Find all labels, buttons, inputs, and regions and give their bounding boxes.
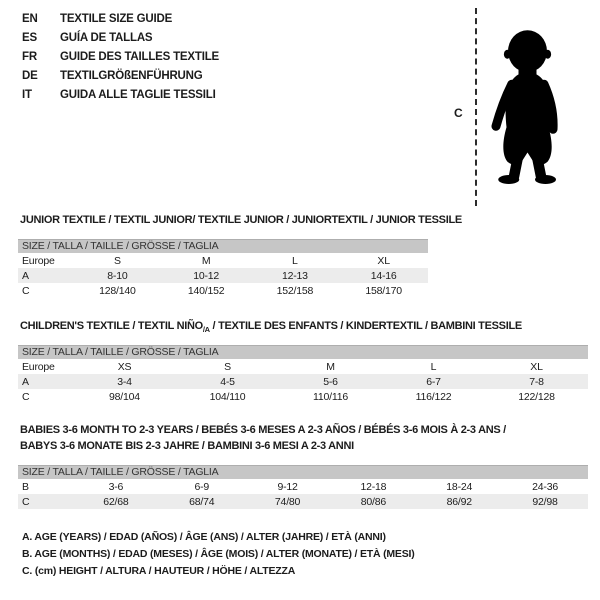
row-label: C xyxy=(22,284,30,297)
table-cell: 104/110 xyxy=(209,390,246,403)
footnote-age-years: A. AGE (YEARS) / EDAD (AÑOS) / ÂGE (ANS) / ALTER (JAHRE) / ETÀ (ANNI) xyxy=(22,531,386,543)
table-cell: 68/74 xyxy=(189,495,215,508)
table-cell: XL xyxy=(530,360,543,373)
table-row xyxy=(18,374,588,389)
table-rows xyxy=(18,479,588,509)
table-cell: M xyxy=(201,254,211,267)
row-label: Europe xyxy=(22,360,55,373)
table-cell: 3-4 xyxy=(117,375,132,388)
size-header-bar: SIZE / TALLA / TAILLE / GRÖSSE / TAGLIA xyxy=(18,465,588,479)
footnotes xyxy=(22,531,415,582)
babies-size-table xyxy=(18,465,588,509)
table-cell: 122/128 xyxy=(518,390,555,403)
table-cell: 7-8 xyxy=(529,375,544,388)
row-label: C xyxy=(22,390,30,403)
size-header-bar: SIZE / TALLA / TAILLE / GRÖSSE / TAGLIA xyxy=(18,345,588,359)
table-cell: 5-6 xyxy=(323,375,338,388)
table-row xyxy=(18,389,588,404)
table-cell: 92/98 xyxy=(532,495,558,508)
table-rows xyxy=(18,359,588,404)
language-code: IT xyxy=(22,88,32,101)
table-cell: S xyxy=(224,360,231,373)
language-code: DE xyxy=(22,69,38,82)
table-cell: L xyxy=(292,254,298,267)
table-cell: 80/86 xyxy=(360,495,387,508)
title-text: CHILDREN'S TEXTILE / TEXTIL NIÑO xyxy=(20,320,203,332)
title-text: JUNIOR TEXTILE / TEXTIL JUNIOR/ TEXTILE JUNIOR / JUNIORTEXTIL / JUNIOR TESSILE xyxy=(20,214,462,226)
row-label: A xyxy=(22,375,29,388)
footnote-age-months: B. AGE (MONTHS) / EDAD (MESES) / ÂGE (MOIS) / ALTER (MONATE) / ETÀ (MESI) xyxy=(22,548,415,560)
table-cell: 3-6 xyxy=(108,480,124,493)
language-row-it xyxy=(22,85,219,104)
table-cell: 6-9 xyxy=(194,480,210,493)
table-cell: 62/68 xyxy=(103,495,129,508)
table-cell: 86/92 xyxy=(446,495,472,508)
language-title: GUIDE DES TAILLES TEXTILE xyxy=(60,50,219,63)
table-cell: XL xyxy=(377,254,390,267)
table-cell: 116/122 xyxy=(415,390,452,403)
language-row-es xyxy=(22,28,219,47)
table-row xyxy=(18,479,588,494)
title-text-line2: BABYS 3-6 MONATE BIS 2-3 JAHRE / BAMBINI 3-6 MESI A 2-3 ANNI xyxy=(20,440,354,452)
language-title: TEXTILE SIZE GUIDE xyxy=(60,12,173,25)
height-figure xyxy=(448,0,600,215)
language-row-fr xyxy=(22,47,219,66)
children-table-title xyxy=(20,320,522,334)
language-code: ES xyxy=(22,31,37,44)
junior-table-title xyxy=(20,214,462,228)
table-cell: 24-36 xyxy=(532,480,558,493)
table-cell: 12-13 xyxy=(281,269,308,282)
table-row xyxy=(18,253,428,268)
table-cell: 152/158 xyxy=(276,284,314,297)
junior-size-table xyxy=(18,239,428,298)
row-label: Europe xyxy=(22,254,55,267)
table-cell: 128/140 xyxy=(99,284,136,297)
table-cell: 8-10 xyxy=(107,269,128,282)
table-row xyxy=(18,268,428,283)
table-cell: M xyxy=(326,360,335,373)
language-title: GUIDA ALLE TAGLIE TESSILI xyxy=(60,88,216,101)
table-cell: 4-5 xyxy=(220,375,235,388)
babies-table-title xyxy=(20,424,506,452)
language-title: GUÍA DE TALLAS xyxy=(60,31,153,44)
children-size-table xyxy=(18,345,588,404)
language-row-de xyxy=(22,66,219,85)
title-text: BABIES 3-6 MONTH TO 2-3 YEARS / BEBÉS 3-6 MESES A 2-3 AÑOS / BÉBÉS 3-6 MOIS À 2-3 ANS / xyxy=(20,424,506,436)
title-text: / TEXTILE DES ENFANTS / KINDERTEXTIL / BAMBINI TESSILE xyxy=(209,320,522,332)
language-title: TEXTILGRÖßENFÜHRUNG xyxy=(60,69,203,82)
table-cell: 110/116 xyxy=(313,390,348,403)
table-cell: S xyxy=(113,254,121,267)
row-label: B xyxy=(22,480,29,493)
table-cell: 158/170 xyxy=(365,284,402,297)
row-label: A xyxy=(22,269,29,282)
size-header-bar: SIZE / TALLA / TAILLE / GRÖSSE / TAGLIA xyxy=(18,239,428,253)
row-label: C xyxy=(22,495,30,508)
footnote-height-cm: C. (cm) HEIGHT / ALTURA / HAUTEUR / HÖHE / ALTEZZA xyxy=(22,565,296,577)
table-cell: 6-7 xyxy=(426,375,441,388)
table-cell: 9-12 xyxy=(277,480,298,493)
table-cell: 140/152 xyxy=(187,284,225,297)
table-cell: 98/104 xyxy=(109,390,140,403)
table-cell: 14-16 xyxy=(370,269,397,282)
baby-silhouette-icon xyxy=(484,6,574,209)
language-row-en xyxy=(22,9,219,28)
table-row xyxy=(18,359,588,374)
table-cell: 18-24 xyxy=(446,480,473,493)
table-cell: XS xyxy=(117,360,132,373)
height-measure-label: C xyxy=(454,106,463,120)
title-subscript: /A xyxy=(202,325,210,335)
language-code: FR xyxy=(22,50,37,63)
height-dashed-line xyxy=(475,8,477,206)
table-cell: L xyxy=(430,360,437,373)
table-cell: 12-18 xyxy=(360,480,387,493)
table-cell: 10-12 xyxy=(193,269,220,282)
table-cell: 74/80 xyxy=(274,495,301,508)
table-row xyxy=(18,494,588,509)
table-rows xyxy=(18,253,428,298)
language-code: EN xyxy=(22,12,38,25)
table-row xyxy=(18,283,428,298)
language-list xyxy=(22,9,219,104)
